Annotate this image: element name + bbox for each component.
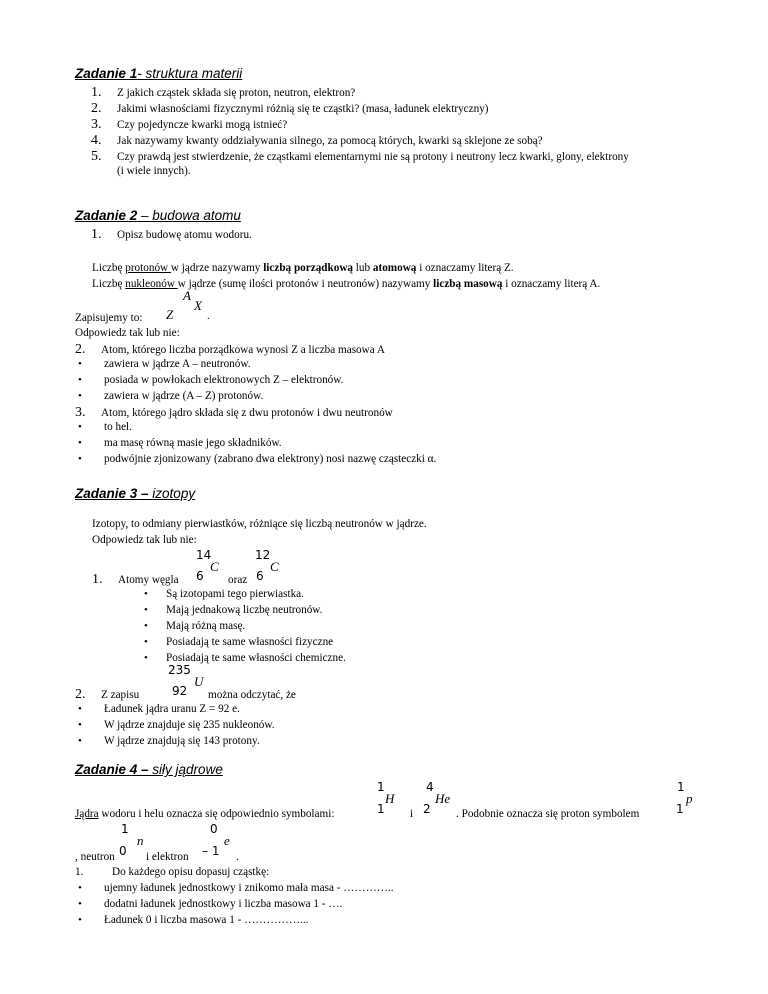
bullet-item: • Ładunek 0 i liczba masowa 1 - ……………... [78, 914, 309, 926]
e-symbol: e [224, 833, 230, 848]
n-atomic: 0 [119, 844, 127, 858]
bullet-item: • ujemny ładunek jednostkowy i znikomo mała masa - ………….. [78, 882, 394, 894]
bullet-item: • zawiera w jądrze (A – Z) protonów. [78, 390, 264, 402]
instruction: Odpowiedz tak lub nie: [92, 534, 197, 546]
bullet-item: • dodatni ładunek jednostkowy i liczba masowa 1 - …. [78, 898, 343, 910]
bullet-item: • Mają jednakową liczbę neutronów. [144, 604, 323, 616]
paragraph-continuation: . Podobnie oznacza się proton symbolem [456, 808, 640, 820]
he-symbol: He [435, 791, 451, 806]
bullet-item: • Są izotopami tego pierwiastka. [144, 588, 304, 600]
n-symbol: n [137, 833, 144, 848]
c14-atomic: 6 [196, 569, 204, 583]
symbol-element-x: X [194, 298, 202, 313]
question: 1. Atomy węgla [92, 572, 179, 587]
question: 1. Do każdego opisu dopasuj cząstkę: [75, 866, 270, 878]
notation-dot: . [207, 310, 210, 322]
paragraph-continuation: i elektron [146, 851, 189, 863]
paragraph: Jądra wodoru i helu oznacza się odpowiednio symbolami: [75, 808, 335, 820]
paragraph: Liczbę protonów w jądrze nazywamy liczbą porządkową lub atomową i oznaczamy literą Z. [92, 262, 514, 274]
c14-mass: 14 [196, 548, 212, 562]
list-item: 2. Jakimi własnościami fizycznymi różnią się te cząstki? (masa, ładunek elektryczny) [91, 101, 489, 116]
instruction: Odpowiedz tak lub nie: [75, 327, 180, 339]
h-mass: 1 [377, 780, 385, 794]
list-item: 3. Czy pojedyncze kwarki mogą istnieć? [91, 117, 288, 132]
bullet-item: • zawiera w jądrze A – neutronów. [78, 358, 251, 370]
bullet-item: • podwójnie zjonizowany (zabrano dwa elektrony) nosi nazwę cząsteczki α. [78, 453, 437, 465]
n-mass: 1 [121, 822, 129, 836]
symbol-mass-a: A [183, 288, 191, 303]
task3-heading: Zadanie 3 – izotopy [75, 486, 196, 501]
h-symbol: H [385, 791, 395, 806]
list-item: 1. Z jakich cząstek składa się proton, neutron, elektron? [91, 85, 356, 100]
c12-mass: 12 [255, 548, 271, 562]
bullet-item: • posiada w powłokach elektronowych Z – elektronów. [78, 374, 344, 386]
list-item: 4. Jak nazywamy kwanty oddziaływania silnego, za pomocą których, kwarki są sklejone ze sobą? [91, 133, 543, 148]
u-symbol: U [194, 674, 204, 689]
paragraph: Izotopy, to odmiany pierwiastków, różniące się liczbą neutronów w jądrze. [92, 518, 427, 530]
he-atomic: 2 [423, 802, 431, 816]
list-item: 5. Czy prawdą jest stwierdzenie, że cząstkami elementarnymi nie są protony i neutrony lecz kwarki, glony, elektrony [91, 149, 629, 164]
list-item-continuation: (i wiele innych). [117, 165, 191, 177]
bullet-item: • ma masę równą masie jego składników. [78, 437, 282, 449]
paragraph: Liczbę nukleonów w jądrze (sumę ilości protonów i neutronów) nazywamy liczbą masową i oznaczamy literą A. [92, 278, 601, 290]
u-mass: 235 [168, 663, 191, 677]
e-mass: 0 [210, 822, 218, 836]
c12-symbol: C [270, 559, 279, 574]
question-continuation: można odczytać, że [208, 689, 296, 701]
u-atomic: 92 [172, 684, 188, 698]
bullet-item: • Posiadają te same własności chemiczne. [144, 652, 346, 664]
bullet-item: • W jądrze znajdują się 143 protony. [78, 735, 260, 747]
paragraph-dot: . [236, 851, 239, 863]
p-atomic: 1 [676, 802, 684, 816]
conjunction: i [410, 808, 414, 820]
p-symbol: p [686, 791, 693, 806]
task1-heading: Zadanie 1- struktura materii [75, 66, 243, 81]
e-atomic: – 1 [202, 844, 220, 858]
paragraph: , neutron [75, 851, 115, 863]
notation-label: Zapisujemy to: [75, 312, 143, 324]
question: 1. Opisz budowę atomu wodoru. [91, 227, 252, 242]
bullet-item: • to hel. [78, 421, 132, 433]
c14-symbol: C [210, 559, 219, 574]
bullet-item: • W jądrze znajduje się 235 nukleonów. [78, 719, 275, 731]
c12-atomic: 6 [256, 569, 264, 583]
bullet-item: • Mają różną masę. [144, 620, 246, 632]
p-mass: 1 [677, 780, 685, 794]
bullet-item: • Ładunek jądra uranu Z = 92 e. [78, 703, 240, 715]
h-atomic: 1 [377, 802, 385, 816]
task4-heading: Zadanie 4 – siły jądrowe [75, 762, 223, 777]
question-connector: oraz [228, 574, 248, 586]
symbol-atomic-z: Z [166, 307, 174, 322]
bullet-item: • Posiadają te same własności fizyczne [144, 636, 334, 648]
task2-heading: Zadanie 2 – budowa atomu [75, 208, 241, 223]
question: 2. Atom, którego liczba porządkowa wynosi Z a liczba masowa A [75, 342, 385, 357]
question: 3. Atom, którego jądro składa się z dwu protonów i dwu neutronów [75, 405, 393, 420]
he-mass: 4 [426, 780, 434, 794]
question: 2. Z zapisu [75, 687, 140, 702]
